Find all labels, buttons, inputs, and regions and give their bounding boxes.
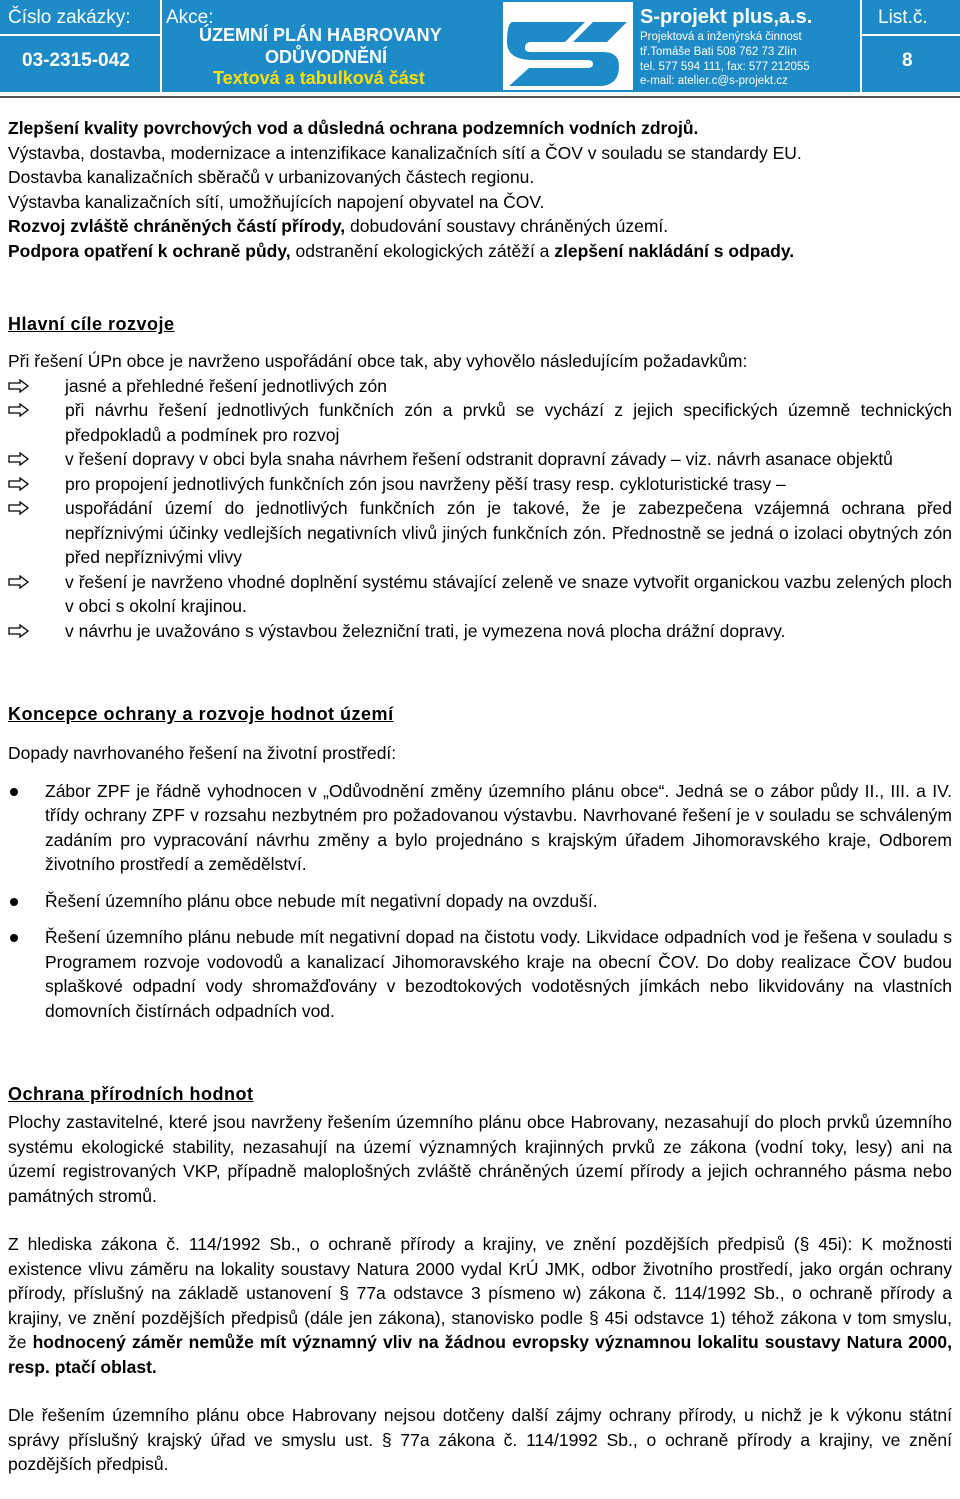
arrow-right-icon <box>8 477 30 491</box>
goal-text: pro propojení jednotlivých funkčních zón jsou navrženy pěší trasy resp. cykloturistické trasy – <box>65 473 786 494</box>
concept-list <box>8 779 952 1024</box>
goal-item <box>8 398 952 447</box>
goal-item <box>8 472 952 497</box>
nature-section <box>8 1110 952 1477</box>
sheet-number: 8 <box>902 50 913 71</box>
goal-text: uspořádání území do jednotlivých funkčních zón je takové, že je zabezpečena vzájemná ochrana před nepříznivými účinky vedlejších negativních vlivů jiných funkčních zón. Přednostně se jedná o izolaci obytných zón před nepříznivými vlivy <box>65 498 952 567</box>
goal-text: v řešení dopravy v obci byla snaha návrhem řešení odstranit dopravní závady – viz. návrh asanace objektů <box>65 449 893 469</box>
goal-item <box>8 447 952 472</box>
bullet-dot-icon <box>10 934 18 942</box>
s-projekt-logo-icon <box>503 2 633 90</box>
nature-text: Z hlediska zákona č. 114/1992 Sb., o ochraně přírody a krajiny, ve znění pozdějších předpisů (§ 45i): K možnosti existence vlivu záměru na lokality soustavy Natura 2000 vydal KrÚ JMK, odbor životního prostředí, jako orgán ochrany přírody, příslušný na základě ustanovení § 77a odstavce 3 písmeno w) zákona č. 114/1992 Sb., o ochraně přírody a krajiny, ve znění pozdějších předpisů (dále jen zákona), stanovisko podle § 45i odstavce 1) téhož zákona v tom smyslu, že <box>8 1234 952 1352</box>
sheet-label: List.č. <box>878 7 928 28</box>
header-separator <box>860 0 862 92</box>
goals-section <box>8 349 952 643</box>
goal-item <box>8 496 952 570</box>
bullet-dot-icon <box>10 898 18 906</box>
intro-line <box>8 239 952 264</box>
arrow-right-icon <box>8 575 30 589</box>
header-separator <box>160 0 162 92</box>
goals-intro: Při řešení ÚPn obce je navrženo uspořádání obce tak, aby vyhovělo následujícím požadavkům: <box>8 351 748 371</box>
arrow-right-icon <box>8 624 30 638</box>
company-address: tř.Tomáše Bati 508 762 73 Zlín <box>640 46 797 58</box>
action-part: Textová a tabulková část <box>213 68 425 88</box>
intro-text: dobudování soustavy chráněných území. <box>345 216 669 236</box>
action-title: ÚZEMNÍ PLÁN HABROVANY <box>199 25 442 45</box>
goal-item <box>8 619 952 644</box>
company-name: S-projekt plus,a.s. <box>640 6 813 28</box>
concept-bullet <box>8 779 952 877</box>
order-label: Číslo zakázky: <box>8 7 131 28</box>
arrow-right-icon <box>8 379 30 393</box>
arrow-right-icon <box>8 403 30 417</box>
intro-line: Výstavba, dostavba, modernizace a intenzifikace kanalizačních sítí a ČOV v souladu se standardy EU. <box>8 142 802 163</box>
concept-bullet <box>8 925 952 1023</box>
nature-paragraph <box>8 1232 952 1379</box>
intro-section <box>8 116 952 263</box>
goal-text: v řešení je navrženo vhodné doplnění systému stávající zeleně ve snaze vytvořit organickou vazbu zelených ploch v obci s okolní krajinou. <box>65 571 952 616</box>
concept-section <box>8 741 952 1035</box>
header-divider <box>0 34 160 36</box>
header-divider <box>860 34 960 36</box>
intro-bold: Podpora opatření k ochraně půdy, <box>8 240 291 261</box>
goal-text: jasné a přehledné řešení jednotlivých zón <box>65 375 388 396</box>
goal-text: při návrhu řešení jednotlivých funkčních zón a prvků se vychází z jejich specifických územně technických předpokladů a podmínek pro rozvoj <box>65 400 952 445</box>
company-phone: tel. 577 594 111, fax: 577 212055 <box>640 61 810 73</box>
intro-line: Zlepšení kvality povrchových vod a důsledná ochrana podzemních vodních zdrojů. <box>8 118 699 138</box>
header-rule <box>0 96 960 98</box>
goals-heading: Hlavní cíle rozvoje <box>8 314 175 334</box>
intro-bold: Rozvoj zvláště chráněných částí přírody, <box>8 216 346 236</box>
intro-line: Dostavba kanalizačních sběračů v urbanizovaných částech regionu. <box>8 167 535 187</box>
nature-paragraph: Dle řešením územního plánu obce Habrovany nejsou dotčeny další zájmy ochrany přírody, u nichž je k výkonu státní správy příslušný krajský úřad ve smyslu ust. § 77a zákona č. 114/1992 Sb., o ochraně přírody a krajiny, ve znění pozdějších předpisů. <box>8 1405 952 1474</box>
arrow-right-icon <box>8 452 30 466</box>
intro-text: odstranění ekologických zátěží a <box>290 240 555 261</box>
goals-list <box>8 374 952 644</box>
nature-bold: hodnocený záměr nemůže mít významný vliv na žádnou evropsky významnou lokalitu soustavy Natura 2000, resp. ptačí oblast. <box>8 1332 952 1377</box>
intro-line <box>8 214 952 239</box>
action-label: Akce: <box>166 7 214 28</box>
concept-intro: Dopady navrhovaného řešení na životní prostředí: <box>8 743 397 763</box>
goal-item <box>8 374 952 399</box>
company-email: e-mail: atelier.c@s-projekt.cz <box>640 75 788 87</box>
document-header <box>0 0 960 92</box>
bullet-dot-icon <box>10 788 18 796</box>
concept-heading: Koncepce ochrany a rozvoje hodnot území <box>8 704 394 724</box>
concept-bullet <box>8 889 952 914</box>
nature-heading: Ochrana přírodních hodnot <box>8 1084 254 1104</box>
action-subtitle: ODŮVODNĚNÍ <box>265 47 388 67</box>
arrow-right-icon <box>8 501 30 515</box>
intro-line: Výstavba kanalizačních sítí, umožňujících napojení obyvatel na ČOV. <box>8 191 545 212</box>
order-number: 03-2315-042 <box>22 50 130 71</box>
concept-text: Řešení územního plánu obce nebude mít negativní dopady na ovzduší. <box>45 890 598 911</box>
intro-bold: zlepšení nakládání s odpady. <box>554 240 795 261</box>
company-activity: Projektová a inženýrská činnost <box>640 31 802 43</box>
goal-text: v návrhu je uvažováno s výstavbou železniční trati, je vymezena nová plocha drážní dopravy. <box>65 620 786 641</box>
goal-item <box>8 570 952 619</box>
nature-paragraph: Plochy zastavitelné, které jsou navrženy řešením územního plánu obce Habrovany, nezasahují do ploch prvků územního systému ekologické stability, nezasahují na území významných krajinných prvků ze zákona (vodní toky, lesy) ani na území registrovaných VKP, případně maloplošných zvláště chráněných území přírody a jejich ochranného pásma nebo památných stromů. <box>8 1112 952 1206</box>
concept-text: Zábor ZPF je řádně vyhodnocen v „Odůvodnění změny územního plánu obce“. Jedná se o zábor půdy II., III. a IV. třídy ochrany ZPF v rozsahu nezbytném pro požadovanou výstavbu. Navrhované řešení je v souladu se schváleným zadáním pro vypracování návrhu změny a bylo projednáno s krajským úřadem Jihomoravského kraje, Odborem životního prostředí a zemědělství. <box>45 780 952 874</box>
concept-text: Řešení územního plánu nebude mít negativní dopad na čistotu vody. Likvidace odpadních vod je řešena v souladu s Programem rozvoje vodovodů a kanalizací Jihomoravského kraje na obecní ČOV. Do doby realizace ČOV budou splaškové odpadní vody shromažďovány v bezodtokových vodotěsných jímkách nebo likvidovány na vlastních domovních čistírnách odpadních vod. <box>45 927 952 1021</box>
